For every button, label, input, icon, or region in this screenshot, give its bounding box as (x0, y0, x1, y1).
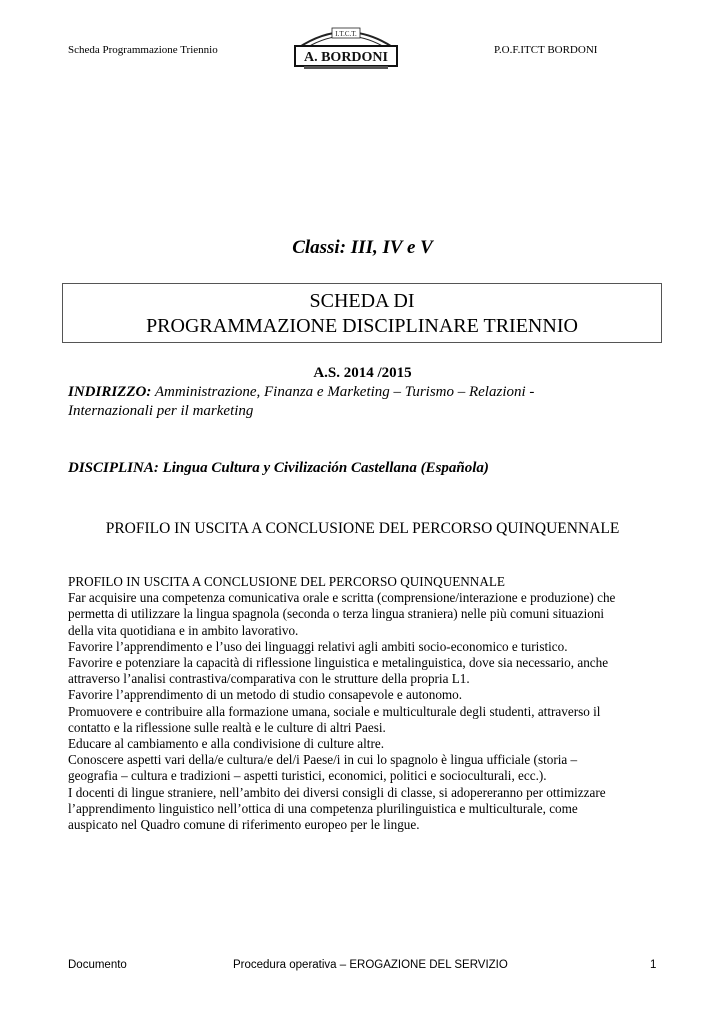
body-line: I docenti di lingue straniere, nell’ambito dei diversi consigli di classe, si adopereranno per ottimizzare (68, 784, 606, 800)
body-line: l’apprendimento linguistico nell’ottica di una competenza plurilinguistica e multiculturale, come (68, 800, 578, 816)
title-box (62, 283, 662, 343)
body-line: della vita quotidiana e in ambito lavorativo. (68, 622, 299, 638)
body-line: Favorire e potenziare la capacità di riflessione linguistica e metalinguistica, dove sia necessario, anche (68, 655, 609, 671)
page-number: 1 (650, 959, 657, 971)
body-line: attraverso l’analisi contrastiva/comparativa con le strutture della propria L1. (68, 671, 470, 687)
body-line: permetta di utilizzare la lingua spagnola (seconda o terza lingua straniera) nelle più comuni situazioni (68, 606, 605, 622)
anno-scolastico: A.S. 2014 /2015 (313, 365, 412, 381)
header-left: Scheda Programmazione Triennio (68, 44, 218, 56)
profilo-body (68, 574, 668, 833)
body-line: PROFILO IN USCITA A CONCLUSIONE DEL PERCORSO QUINQUENNALE (68, 574, 505, 589)
body-line: auspicato nel Quadro comune di riferimento europeo per le lingue. (68, 817, 420, 833)
indirizzo-label: INDIRIZZO: (68, 384, 152, 400)
logo-main-text: A. BORDONI (303, 50, 389, 65)
footer-center: Procedura operativa – EROGAZIONE DEL SERVIZIO (233, 959, 508, 971)
body-line: Educare al cambiamento e alla condivisione di culture altre. (68, 736, 384, 752)
body-line: Promuovere e contribuire alla formazione umana, sociale e multiculturale degli studenti, attraverso il (68, 703, 601, 719)
body-line: Favorire l’apprendimento e l’uso dei linguaggi relativi agli ambiti socio-economico e turistico. (68, 638, 568, 654)
title-line-1: SCHEDA DI (309, 290, 415, 312)
indirizzo (68, 383, 668, 421)
body-line: Favorire l’apprendimento di un metodo di studio consapevole e autonomo. (68, 687, 463, 703)
body-line: geografia – cultura e tradizioni – aspetti turistici, economici, politici e socioculturali, ecc.). (68, 768, 547, 784)
footer-left: Documento (68, 959, 127, 971)
logo-small-text: I.T.C.T. (335, 30, 357, 38)
body-line: contatto e la riflessione sulle realtà e le culture di altri Paesi. (68, 719, 386, 735)
profilo-heading: PROFILO IN USCITA A CONCLUSIONE DEL PERCORSO QUINQUENNALE (105, 520, 620, 537)
body-line: Conoscere aspetti vari della/e cultura/e del/i Paese/i in cui lo spagnolo è lingua ufficiale (storia – (68, 752, 578, 768)
title-line-2: PROGRAMMAZIONE DISCIPLINARE TRIENNIO (146, 315, 578, 337)
indirizzo-line-2: Internazionali per il marketing (68, 403, 254, 419)
indirizzo-line-1: Amministrazione, Finanza e Marketing – Turismo – Relazioni - (151, 384, 535, 400)
classi-heading: Classi: III, IV e V (292, 237, 433, 258)
disciplina: DISCIPLINA: Lingua Cultura y Civilización Castellana (Española) (68, 460, 489, 476)
school-logo (292, 20, 400, 70)
body-line: Far acquisire una competenza comunicativa orale e scritta (comprensione/interazione e produzione) che (68, 590, 616, 606)
header-right: P.O.F.ITCT BORDONI (494, 44, 598, 56)
